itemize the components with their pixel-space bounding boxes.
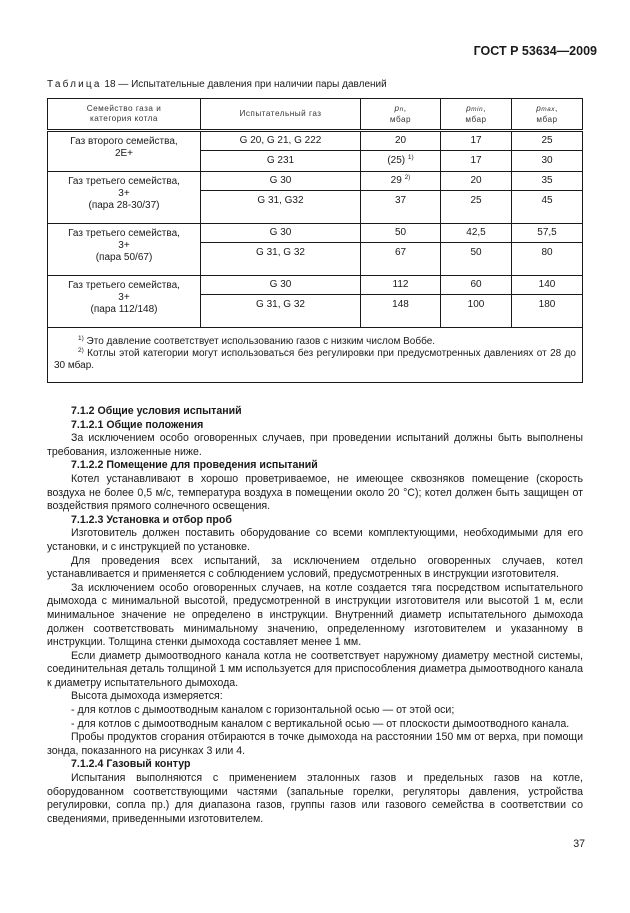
footnote-ref: 1) [407,154,414,161]
gas-cell: G 30 [201,172,361,191]
gas-family-cell: Газ третьего семейства, 3+ (пара 28-30/37) [48,172,201,224]
pn-cell: 50 [361,224,441,243]
section-heading-7-1-2: 7.1.2 Общие условия испытаний [71,405,242,417]
pn-cell: 29 $^{2)}$ [361,172,441,191]
gas-cell: G 31, G 32 [201,295,361,328]
body-text [47,405,583,826]
section-heading-7-1-2-1: 7.1.2.1 Общие положения [71,418,204,431]
table-row [48,276,583,295]
pmin-cell: 60 [441,276,512,295]
table-row [48,172,583,191]
pmax-cell: 57,5 [512,224,583,243]
gas-cell: G 20, G 21, G 222 [201,131,361,151]
pn-cell: 67 [361,243,441,276]
pmin-cell: 17 [441,151,512,172]
paragraph: За исключением особо оговоренных случаев, на котле создается тяга посредством испытательного дымохода с минимальной высотой, предусмотренной в инструкции изготовителя или высотой 1 м, если минимальное значение не определено в инструкции. Внутренний диаметр испытательного дымохода должен соответствовать минимальному значению, определенному изготовителем и указанному в инструкции. Толщина стенки дымохода составляет менее 1 мм. [47,581,583,649]
table-caption [47,79,387,90]
footnote-2: $^{2)}$ Котлы этой категории могут использоваться без регулировки при предусмотренных давлениях от 28 до 30 мбар. [54,347,576,371]
pmax-cell: 180 [512,295,583,328]
pmin-cell: 50 [441,243,512,276]
pn-cell: 148 [361,295,441,328]
pmin-cell: 20 [441,172,512,191]
pmin-cell: 25 [441,191,512,224]
pn-cell: (25) $^{1)}$ [361,151,441,172]
paragraph: Если диаметр дымоотводного канала котла не соответствует наружному диаметру местной системы, соединительная деталь толщиной 1 мм используется для приспособления диаметра дымоотводного канала к диаметру испытательного дымохода. [47,649,583,689]
paragraph: Изготовитель должен поставить оборудование со всеми комплектующими, необходимыми для его установки, и с инструкцией по установке. [47,527,583,553]
pmin-cell: 100 [441,295,512,328]
section-heading-7-1-2-4: 7.1.2.4 Газовый контур [71,758,191,771]
list-item: - для котлов с дымоотводным каналом с горизонтальной осью — от этой оси; [71,704,455,717]
pmax-cell: 30 [512,151,583,172]
list-item: - для котлов с дымоотводным каналом с вертикальной осью — от плоскости дымоотводного канала. [71,717,570,730]
gas-cell: G 31, G 32 [201,243,361,276]
page-number: 37 [573,838,585,850]
gas-cell: G 30 [201,224,361,243]
col-header-family: Семейство газа и категория котла [48,99,201,131]
table-footnotes [48,328,583,383]
gas-family-cell: Газ второго семейства, 2E+ [48,131,201,172]
footnote-ref: 2) [404,174,411,181]
table-header-row [48,99,583,131]
paragraph: Для проведения всех испытаний, за исключением отдельно оговоренных случаев, котел устанавливается и применяется с соблюдением условий, предусмотренных в инструкции изготовителя. [47,554,583,581]
col-header-gas: Испытательный газ [201,99,361,131]
table-footnotes-row [48,328,583,383]
table-row [48,131,583,151]
pn-cell: 20 [361,131,441,151]
gas-cell: G 30 [201,276,361,295]
paragraph: Испытания выполняются с применением эталонных газов и предельных газов на котле, оборудованном соответствующими частями (запальные горелки, регуляторы давления, устройства регулировки, сопла пр.) для диапазона газов, группы газов или газового семейства в соответствии со сведениями, приведенными изготовителем. [47,772,583,825]
col-header-pmin: pmin, мбар [441,99,512,131]
section-heading-7-1-2-3: 7.1.2.3 Установка и отбор проб [71,513,232,526]
col-header-pn: pn, мбар [361,99,441,131]
pn-cell: 112 [361,276,441,295]
pmax-cell: 25 [512,131,583,151]
gas-cell: G 31, G32 [201,191,361,224]
pressure-table [47,98,583,383]
gas-cell: G 231 [201,151,361,172]
table-caption-word: Таблица [47,79,102,90]
table-row [48,224,583,243]
document-code: ГОСТ Р 53634—2009 [473,44,597,58]
pmax-cell: 35 [512,172,583,191]
pn-cell: 37 [361,191,441,224]
paragraph: За исключением особо оговоренных случаев, при проведении испытаний должны быть выполнены требования, изложенные ниже. [47,432,583,458]
pmax-cell: 45 [512,191,583,224]
section-heading-7-1-2-2: 7.1.2.2 Помещение для проведения испытаний [71,459,318,472]
footnote-1: $^{1)}$ Это давление соответствует использованию газов с низким числом Воббе. [78,335,436,347]
paragraph: Высота дымохода измеряется: [71,690,223,703]
table-caption-text: 18 — Испытательные давления при наличии пары давлений [101,79,387,90]
gas-family-cell: Газ третьего семейства, 3+ (пара 112/148) [48,276,201,328]
pmin-cell: 17 [441,131,512,151]
pmin-cell: 42,5 [441,224,512,243]
pmax-cell: 140 [512,276,583,295]
paragraph: Котел устанавливают в хорошо проветриваемое, не имеющее сквозняков помещение (скорость воздуха не более 0,5 м/с, температура воздуха в помещении около 20 °C); котел должен быть защищен от воздействия прямого солнечного освещения. [47,472,583,513]
pmax-cell: 80 [512,243,583,276]
paragraph: Пробы продуктов сгорания отбираются в точке дымохода на расстоянии 150 мм от верха, при помощи зонда, показанного на рисунках 3 или 4. [47,731,583,757]
col-header-pmax: pmax, мбар [512,99,583,131]
gas-family-cell: Газ третьего семейства, 3+ (пара 50/67) [48,224,201,276]
